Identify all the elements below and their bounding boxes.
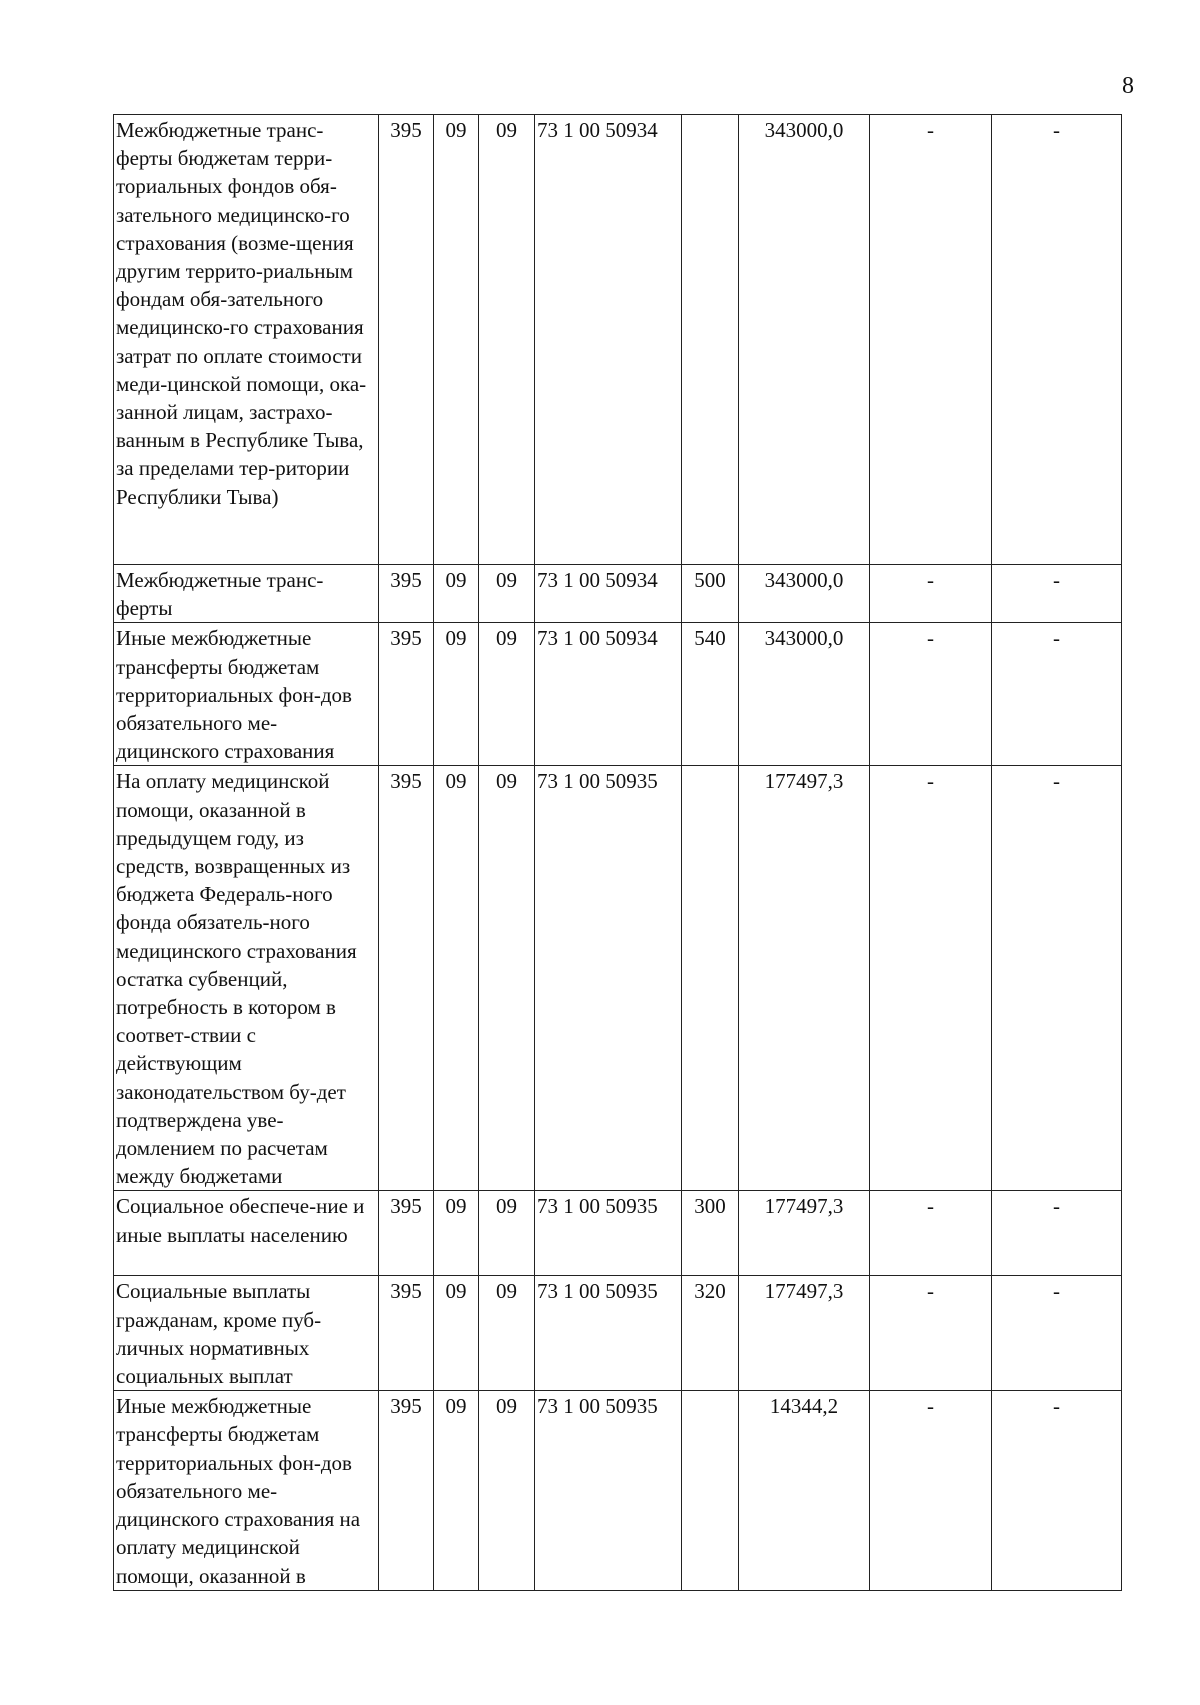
amount-cell-2: -	[870, 623, 992, 766]
amount-cell-3: -	[992, 565, 1122, 623]
expense-type-cell: 300	[682, 1191, 739, 1276]
amount-cell-3: -	[992, 1276, 1122, 1391]
amount-cell: 343000,0	[739, 565, 870, 623]
row-name-cell: Социальное обеспече-ние и иные выплаты населению	[114, 1191, 379, 1276]
subsection-code-cell: 09	[479, 1191, 535, 1276]
subsection-code-cell: 09	[479, 115, 535, 565]
expense-type-cell	[682, 766, 739, 1191]
section-code-cell: 09	[434, 1391, 479, 1590]
section-code-cell: 09	[434, 623, 479, 766]
subsection-code-cell: 09	[479, 565, 535, 623]
row-name-cell: Иные межбюджетные трансферты бюджетам территориальных фон-дов обязательного ме-дицинского страхования	[114, 623, 379, 766]
section-code-cell: 09	[434, 766, 479, 1191]
budget-table-body	[114, 115, 1122, 1591]
amount-cell-2: -	[870, 115, 992, 565]
amount-cell-2: -	[870, 1391, 992, 1590]
target-article-cell: 73 1 00 50935	[535, 1191, 682, 1276]
row-name-cell: Иные межбюджетные трансферты бюджетам территориальных фон-дов обязательного ме-дицинского страхования на оплату медицинской помощи, оказанной в	[114, 1391, 379, 1590]
amount-cell: 177497,3	[739, 766, 870, 1191]
ministry-code-cell: 395	[379, 1191, 434, 1276]
amount-cell: 343000,0	[739, 623, 870, 766]
ministry-code-cell: 395	[379, 1391, 434, 1590]
target-article-cell: 73 1 00 50934	[535, 115, 682, 565]
ministry-code-cell: 395	[379, 115, 434, 565]
amount-cell-2: -	[870, 1191, 992, 1276]
expense-type-cell: 500	[682, 565, 739, 623]
table-row	[114, 115, 1122, 565]
table-row	[114, 623, 1122, 766]
target-article-cell: 73 1 00 50934	[535, 565, 682, 623]
subsection-code-cell: 09	[479, 1276, 535, 1391]
expense-type-cell: 540	[682, 623, 739, 766]
amount-cell: 343000,0	[739, 115, 870, 565]
amount-cell: 177497,3	[739, 1276, 870, 1391]
expense-type-cell	[682, 115, 739, 565]
ministry-code-cell: 395	[379, 766, 434, 1191]
amount-cell-2: -	[870, 1276, 992, 1391]
section-code-cell: 09	[434, 115, 479, 565]
target-article-cell: 73 1 00 50934	[535, 623, 682, 766]
page-number: 8	[1122, 73, 1134, 99]
budget-table	[113, 114, 1122, 1591]
ministry-code-cell: 395	[379, 623, 434, 766]
target-article-cell: 73 1 00 50935	[535, 1276, 682, 1391]
target-article-cell: 73 1 00 50935	[535, 1391, 682, 1590]
amount-cell-3: -	[992, 115, 1122, 565]
amount-cell-3: -	[992, 766, 1122, 1191]
table-row	[114, 1276, 1122, 1391]
row-name-cell: Межбюджетные транс-ферты	[114, 565, 379, 623]
amount-cell: 14344,2	[739, 1391, 870, 1590]
amount-cell-3: -	[992, 1391, 1122, 1590]
target-article-cell: 73 1 00 50935	[535, 766, 682, 1191]
row-name-cell: На оплату медицинской помощи, оказанной в предыдущем году, из средств, возвращенных из бюджета Федераль-ного фонда обязатель-ного медицинского страхования остатка субвенций, потребность в котором в соответ-ствии с действующим законодательством бу-дет подтверждена уве-домлением по расчетам между бюджетами	[114, 766, 379, 1191]
section-code-cell: 09	[434, 1276, 479, 1391]
expense-type-cell: 320	[682, 1276, 739, 1391]
ministry-code-cell: 395	[379, 565, 434, 623]
subsection-code-cell: 09	[479, 1391, 535, 1590]
expense-type-cell	[682, 1391, 739, 1590]
table-row	[114, 565, 1122, 623]
row-name-cell: Социальные выплаты гражданам, кроме пуб-личных нормативных социальных выплат	[114, 1276, 379, 1391]
subsection-code-cell: 09	[479, 623, 535, 766]
row-name-cell: Межбюджетные транс-ферты бюджетам терри-ториальных фондов обя-зательного медицинско-го страхования (возме-щения другим террито-риальным фондам обя-зательного медицинско-го страхования затрат по оплате стоимости меди-цинской помощи, ока-занной лицам, застрахо-ванным в Республике Тыва, за пределами тер-ритории Республики Тыва)	[114, 115, 379, 565]
table-row	[114, 766, 1122, 1191]
section-code-cell: 09	[434, 565, 479, 623]
amount-cell-2: -	[870, 766, 992, 1191]
ministry-code-cell: 395	[379, 1276, 434, 1391]
amount-cell-3: -	[992, 1191, 1122, 1276]
subsection-code-cell: 09	[479, 766, 535, 1191]
amount-cell-3: -	[992, 623, 1122, 766]
amount-cell: 177497,3	[739, 1191, 870, 1276]
table-row	[114, 1391, 1122, 1590]
section-code-cell: 09	[434, 1191, 479, 1276]
amount-cell-2: -	[870, 565, 992, 623]
table-row	[114, 1191, 1122, 1276]
